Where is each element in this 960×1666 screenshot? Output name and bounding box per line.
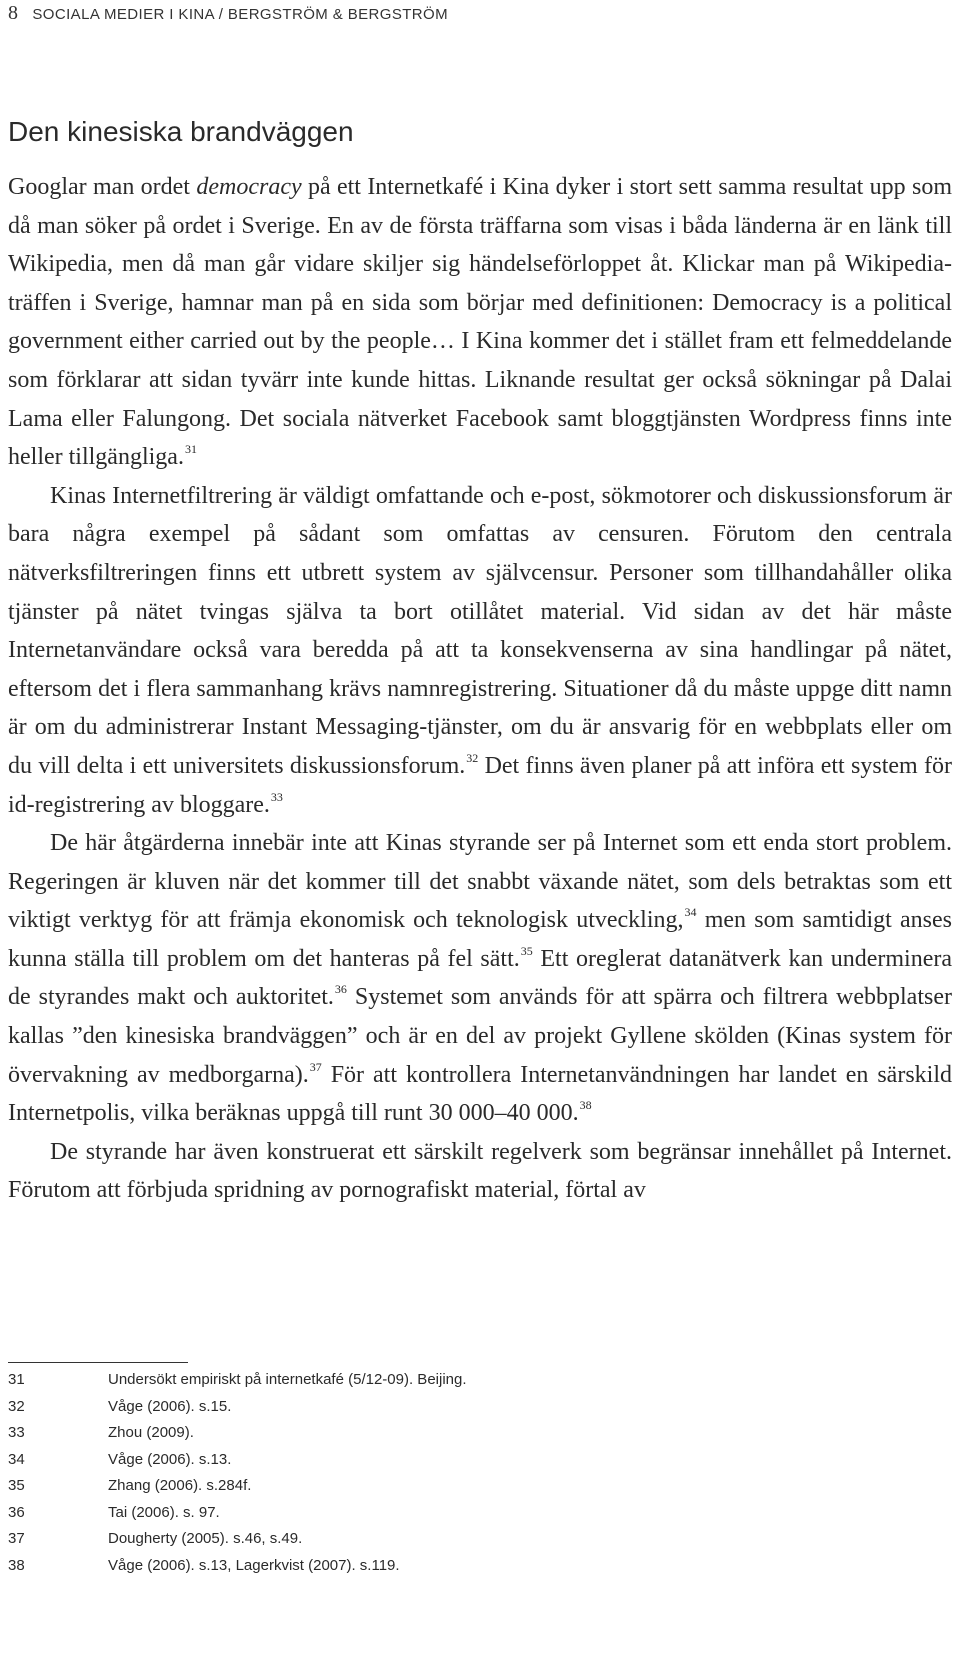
footnote-number: 34 xyxy=(8,1450,25,1468)
footnote-number: 35 xyxy=(8,1477,25,1494)
footnote-text: Våge (2006). s.13, Lagerkvist (2007). s.119. xyxy=(108,1556,400,1574)
text-run: Kinas Internetfiltrering är väldigt omfattande och e-post, sökmotorer och diskussionsforum är bara några exempel på sådant som omfattas av censuren. Förutom den centrala nätverksfiltreringen finns ett utbrett system av självcensur. Personer som tillhandahåller olika tjänster på nätet tvingas själva ta bort otillåtet material. Vid sidan av det här måste Internetanvändare också vara beredda på att ta konsekvenserna av sina handlingar på nätet, eftersom det i flera sammanhang krävs namnregistrering. Situationer då du måste uppge ditt namn är om du administrerar Instant Messaging-tjänster, om du är ansvarig för en webbplats eller om du vill delta i ett universitets diskussionsforum. xyxy=(8,482,952,779)
footnote-ref-37: 37 xyxy=(309,1059,322,1074)
footnote-text: Zhang (2006). s.284f. xyxy=(108,1477,252,1494)
text-run: De styrande har även konstruerat ett särskilt regelverk som begränsar innehållet på Internet. Förutom att förbjuda spridning av pornografiskt material, förtal av xyxy=(8,1138,952,1204)
paragraph-4 xyxy=(8,1133,952,1210)
footnote-number: 38 xyxy=(8,1556,25,1574)
footnote xyxy=(8,1500,908,1527)
footnote-ref-35: 35 xyxy=(520,943,533,958)
footnote xyxy=(8,1526,908,1553)
section-title: Den kinesiska brandväggen xyxy=(8,116,354,147)
emphasis-democracy: democracy xyxy=(196,174,302,200)
paragraph-2 xyxy=(8,477,952,824)
footnotes xyxy=(8,1367,908,1579)
footnote-ref-36: 36 xyxy=(334,982,347,997)
page-number: 8 xyxy=(8,2,19,24)
running-header xyxy=(8,2,448,25)
footnote-text: Zhou (2009). xyxy=(108,1424,194,1441)
footnote xyxy=(8,1394,908,1421)
footnote-number: 31 xyxy=(8,1371,25,1388)
footnote-ref-31: 31 xyxy=(184,442,197,457)
paragraph-1 xyxy=(8,168,952,477)
body-text xyxy=(8,168,952,1210)
footnote xyxy=(8,1473,908,1500)
footnote-text: Tai (2006). s. 97. xyxy=(108,1503,220,1521)
footnote-number: 32 xyxy=(8,1397,25,1415)
text-run: Det finns även planer på att införa ett system för id-registrering av bloggare. xyxy=(8,752,952,818)
text-run: För att kontrollera Internetanvändningen har landet en särskild Internetpolis, vilka beräknas uppgå till runt 30 000–40 000. xyxy=(8,1061,952,1127)
footnote-text: Våge (2006). s.13. xyxy=(108,1450,232,1468)
footnote-text: Undersökt empiriskt på internetkafé (5/12-09). Beijing. xyxy=(108,1371,467,1388)
paragraph-3 xyxy=(8,824,952,1133)
footnote-text: Våge (2006). s.15. xyxy=(108,1397,232,1415)
footnote-ref-34: 34 xyxy=(684,905,697,920)
text-run: på ett Internetkafé i Kina dyker i stort sett samma resultat upp som då man söker på ordet i Sverige. En av de första träffarna som visas i båda länderna är en länk till Wikipedia, men då man går vidare skiljer sig händelseförloppet åt. Klickar man på Wikipedia-träffen i Sverige, hamnar man på en sida som börjar med definitionen: Democracy is a political government either carried out by the people… I Kina kommer det i stället fram ett felmeddelande som förklarar att sidan tyvärr inte kunde hittas. Liknande resultat ger också sökningar på Dalai Lama eller Falungong. Det sociala nätverket Facebook samt bloggtjänsten Wordpress finns inte heller tillgängliga. xyxy=(8,174,953,471)
footnote xyxy=(8,1420,908,1447)
running-title: SOCIALA MEDIER I KINA / BERGSTRÖM & BERGSTRÖM xyxy=(32,6,448,23)
footnote-number: 36 xyxy=(8,1503,25,1521)
footnote-number: 33 xyxy=(8,1424,25,1441)
footnote-ref-33: 33 xyxy=(270,789,283,804)
footnote-ref-32: 32 xyxy=(466,750,479,765)
text-run: Systemet som används för att spärra och filtrera webbplatser kallas ”den kinesiska brandväggen” och är en del av projekt Gyllene skölden (Kinas system för övervakning av medborgarna). xyxy=(8,984,952,1088)
text-run: Googlar man ordet xyxy=(8,174,197,200)
footnote-divider xyxy=(8,1362,188,1363)
text-run: Ett oreglerat datanätverk kan underminera de styrandes makt och auktoritet. xyxy=(8,945,952,1011)
footnote-number: 37 xyxy=(8,1530,25,1547)
footnote-ref-38: 38 xyxy=(579,1098,592,1113)
text-run: De här åtgärderna innebär inte att Kinas styrande ser på Internet som ett enda stort problem. Regeringen är kluven när det kommer till det snabbt växande nätet, som dels betraktas som ett viktigt verktyg för att främja ekonomisk och teknologisk utveckling, xyxy=(8,830,952,934)
footnote-text: Dougherty (2005). s.46, s.49. xyxy=(108,1530,303,1547)
footnote xyxy=(8,1367,908,1394)
footnote xyxy=(8,1553,908,1580)
footnote xyxy=(8,1447,908,1474)
text-run: men som samtidigt anses kunna ställa till problem om det hanteras på fel sätt. xyxy=(8,907,952,972)
